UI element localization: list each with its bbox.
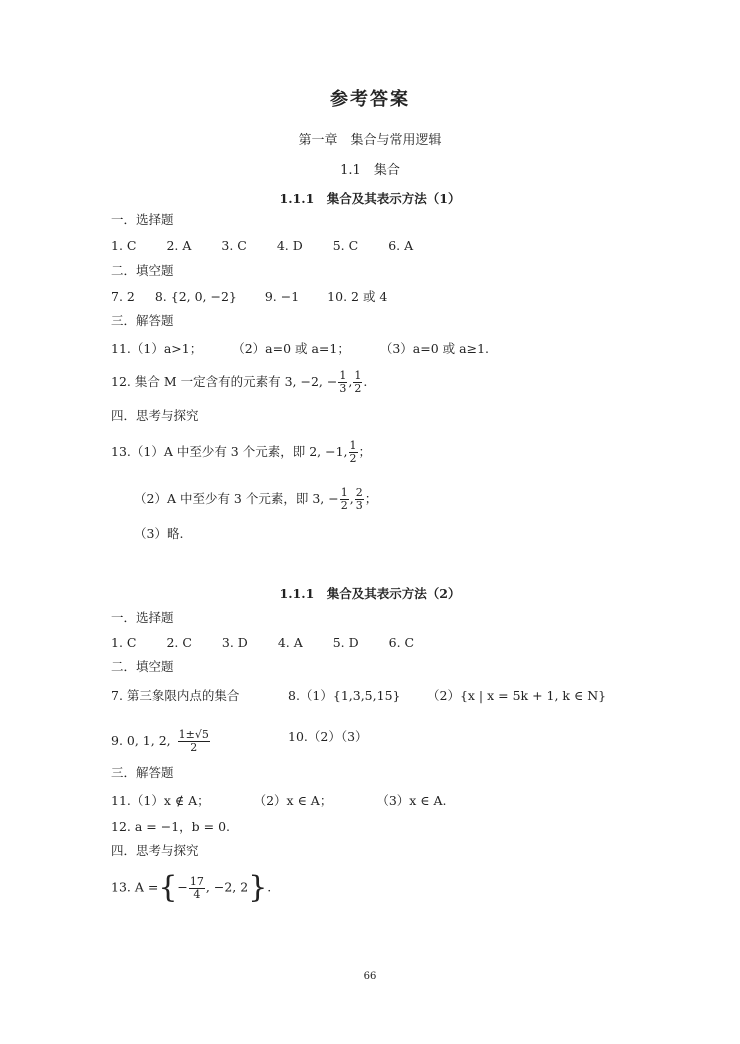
mc-answers-1	[111, 238, 413, 254]
mc-answer: 4. A	[277, 635, 303, 650]
q12-answer-1	[111, 370, 367, 395]
q12-text: 12. 集合 M 一定含有的元素有 3, −2, −	[111, 374, 338, 389]
q13-1-answer	[111, 440, 371, 465]
fraction-numerator: 1±√5	[178, 728, 209, 741]
heading-choice-1: 一．选择题	[111, 212, 174, 227]
q11-part: 11.（1）x ∉ A；	[111, 793, 210, 808]
left-brace: {	[158, 870, 178, 905]
q13-text: 13. A =	[111, 879, 159, 895]
heading-choice-2: 一．选择题	[111, 610, 174, 625]
separator: ,	[349, 491, 354, 506]
mc-answer: 1. C	[111, 635, 137, 650]
fraction	[338, 370, 347, 395]
separator: ,	[348, 374, 353, 389]
fraction-numerator: 17	[189, 874, 204, 888]
q11-part: （2）a=0 或 a=1；	[232, 341, 350, 356]
q11-part: 11.（1）a>1；	[111, 341, 203, 356]
period: .	[363, 374, 368, 389]
q9-answer-2	[111, 729, 211, 754]
chapter-heading: 第一章 集合与常用逻辑	[298, 133, 442, 148]
fraction	[189, 876, 205, 901]
fraction-denominator: 2	[340, 499, 348, 512]
q13-2-answer	[134, 487, 377, 512]
fraction-numerator: 1	[354, 369, 362, 382]
mc-answer: 2. A	[166, 238, 192, 253]
mc-answer: 3. C	[221, 238, 247, 253]
fraction-denominator: 2	[190, 741, 198, 754]
fraction	[353, 370, 362, 395]
heading-fill-1: 二．填空题	[111, 263, 174, 278]
q12-answer-2: 12. a = −1，b = 0.	[111, 819, 231, 834]
q9-text: 9. 0, 1, 2,	[111, 733, 171, 748]
fill-answer: 10. 2 或 4	[327, 289, 388, 304]
q13-2-text: （2）A 中至少有 3 个元素，即 3, −	[134, 491, 339, 506]
q11-part: （3）x ∈ A.	[376, 793, 447, 808]
semicolon: ；	[364, 491, 378, 506]
fraction	[349, 440, 358, 465]
heading-solve-2: 三．解答题	[111, 765, 174, 780]
fraction-numerator: 2	[355, 486, 363, 499]
page-number: 66	[363, 971, 377, 982]
mc-answer: 4. D	[276, 238, 303, 253]
fraction-numerator: 1	[340, 486, 348, 499]
period: .	[267, 879, 272, 895]
semicolon: ；	[358, 444, 372, 459]
heading-fill-2: 二．填空题	[111, 659, 174, 674]
page-title: 参考答案	[330, 89, 410, 110]
right-brace: }	[248, 870, 268, 905]
q11-answers-1	[111, 341, 489, 357]
mc-answer: 3. D	[221, 635, 248, 650]
q7-answer-2: 7. 第三象限内点的集合	[111, 688, 240, 703]
q10-answer-2: 10.（2）（3）	[288, 729, 368, 744]
q8-part1: 8.（1）{1,3,5,15}	[288, 688, 401, 703]
q11-part: （3）a=0 或 a≥1.	[379, 341, 489, 356]
fraction-denominator: 4	[193, 887, 201, 901]
fraction	[178, 729, 210, 754]
q13-1-text: 13.（1）A 中至少有 3 个元素，即 2, −1,	[111, 444, 348, 459]
fill-answers-1	[111, 289, 387, 305]
fraction-denominator: 2	[354, 382, 362, 395]
fill-answer: 8. {2, 0, −2}	[154, 289, 237, 304]
mc-answers-2	[111, 635, 414, 651]
q8-part2: （2）{x | x = 5k + 1, k ∈ N}	[427, 688, 607, 703]
q11-part: （2）x ∈ A；	[253, 793, 333, 808]
fraction-denominator: 3	[339, 382, 347, 395]
fraction-numerator: 1	[349, 439, 357, 452]
fraction-denominator: 2	[349, 452, 357, 465]
heading-explore-1: 四．思考与探究	[111, 408, 199, 423]
mc-answer: 2. C	[166, 635, 192, 650]
mc-answer: 5. D	[332, 635, 359, 650]
subsection-title-1: 1.1.1 集合及其表示方法（1）	[279, 191, 461, 206]
fill-answer: 9. −1	[264, 289, 300, 304]
mc-answer: 6. A	[388, 238, 414, 253]
mc-answer: 6. C	[388, 635, 415, 650]
mc-answer: 5. C	[332, 238, 359, 253]
section-heading: 1.1 集合	[340, 163, 400, 178]
heading-solve-1: 三．解答题	[111, 313, 174, 328]
subsection-title-2: 1.1.1 集合及其表示方法（2）	[279, 586, 461, 601]
heading-explore-2: 四．思考与探究	[111, 843, 199, 858]
set-rest: , −2, 2	[205, 879, 249, 895]
fraction-denominator: 3	[355, 499, 363, 512]
q13-answer-2	[111, 870, 272, 905]
fraction-numerator: 1	[339, 369, 347, 382]
fraction	[355, 487, 364, 512]
fill-answer: 7. 2	[111, 289, 135, 304]
q13-3-answer: （3）略.	[134, 526, 184, 541]
minus-sign: −	[177, 879, 188, 895]
fraction	[340, 487, 349, 512]
q11-answers-2	[111, 793, 447, 809]
mc-answer: 1. C	[111, 238, 137, 253]
